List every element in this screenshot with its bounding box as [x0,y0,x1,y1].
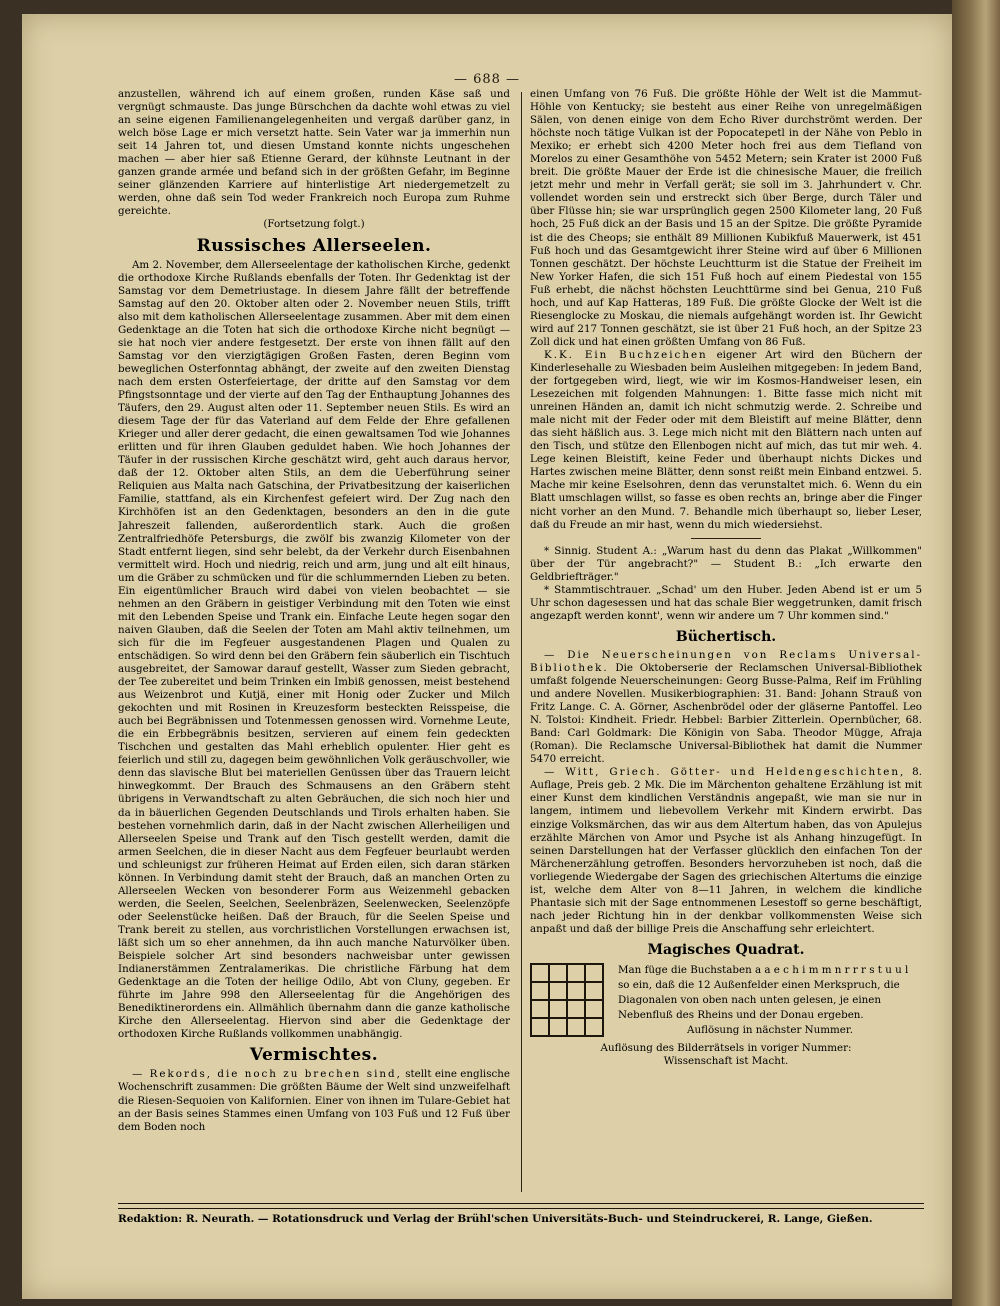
quad-answer-note: Auflösung in nächster Nummer. [687,1024,853,1036]
grid-cell [549,982,567,1000]
review-reclam-lead: — Die Neuerscheinungen von Reclams Universal-Bibliothek. [530,648,922,674]
grid-cell [585,982,603,1000]
magic-square-block [530,963,922,1038]
grid-cell [567,964,585,982]
quad-instruction-text: Man füge die Buchstaben a a e c h i m m n r r r s t u u l so ein, daß die 12 Außenfelder einen Merkspruch, die Diagonalen von oben nach unten gelesen, je einen Nebenfluß des Rheins und der Donau ergeben. [618,964,909,1021]
grid-cell [585,964,603,982]
section-heading-buechertisch: Büchertisch. [675,628,777,645]
joke-stammtisch: * Stammtischtrauer. „Schad' um den Huber. Jeden Abend ist er um 5 Uhr schon dagesessen und hat das schale Bier weggetrunken, damit frisch angezapft werden konnt', wenn wir andere um 7 Uhr kommen sind." [530,583,922,622]
grid-cell [549,1000,567,1018]
riddle-answer: Wissenschaft ist Macht. [663,1055,789,1068]
review-reclam-text: Die Oktoberserie der Reclamschen Universal-Bibliothek umfaßt folgende Neuerscheinungen: Georg Busse-Palma, Reif im Frühling und andere Novellen. Musikerbiographien: 31. Band: Johann Strauß von Fritz Lange. C. A. Görner, Aschenbrödel oder der gläserne Pantoffel. Leo N. Tolstoi: Kindheit. Friedr. Hebbel: Barbier Zitterlein. Opernbücher, 68. Band: Carl Goldmark: Die Königin von Saba. Theodor Mügge, Afraja (Roman). Die Reclamsche Universal-Bibliothek hat damit die Nummer 5470 erreicht. [530,661,922,766]
section-heading-vermischtes: Vermischtes. [249,1045,379,1066]
article-rekords-cont: einen Umfang von 76 Fuß. Die größte Höhle der Welt ist die Mammut-Höhle von Kentucky; sie besteht aus einer Reihe von unregelmäßigen Sälen, von denen einige von dem Echo River durchströmt werden. Der höchste noch tätige Vulkan ist der Popocatepetl in der Nähe von Peblo in Mexiko; er erhebt sich 4200 Meter hoch frei aus dem Tiefland von Morelos zu einer Gesamthöhe von 5452 Metern; sein Krater ist 2000 Fuß breit. Die größte Mauer der Erde ist die chinesische Mauer, die freilich jetzt mehr und mehr in Verfall gerät; sie soll im 3. Jahrhundert v. Chr. vollendet worden sein und erstreckt sich über Berge, durch Täler und über Flüsse hin; sie war ursprünglich gegen 2500 Kilometer lang, 20 Fuß hoch, 25 Fuß dick an der Basis und 15 an der Spitze. Die größte Pyramide ist die des Cheops; sie enthält 89 Millionen Kubikfuß Mauerwerk, ist 451 Fuß hoch und das Gesamtgewicht ihrer Steine wird auf über 6 Millionen Tonnen geschätzt. Der höchste Leuchtturm ist die Statue der Freiheit im New Yorker Hafen, die sich 151 Fuß hoch auf einem Piedestal von 155 Fuß erhebt, die nächst höchsten Leuchttürme sind bei Genua, 210 Fuß hoch, und auf Kap Hatteras, 189 Fuß. Die größte Glocke der Welt ist die Riesenglocke zu Moskau, die niemals aufgehängt worden ist. Ihr Gewicht wird auf 217 Tonnen geschätzt, sie ist über 21 Fuß hoch, an der Spitze 23 Zoll dick und hat einen größten Umfang von 86 Fuß. [530,88,922,348]
column-divider [521,92,522,1192]
review-witt-text: 8. Auflage, Preis geb. 2 Mk. Die im Märchenton gehaltene Erzählung ist mit einer Kunst dem kindlichen Verständnis angepaßt, wie man sie nur in langem, intimem und liebevollem Verkehr mit Kindern erwirbt. Das einzige Volksmärchen, das wir aus dem Altertum haben, das von Apulejus erzählte Märchen von Amor und Psyche ist als Anhang hinzugefügt. In seinen Darstellungen hat der Verfasser glücklich den einfachen Ton der Märchenerzählung getroffen. Besonders hervorzuheben ist noch, daß die vorliegende Wiedergabe der Sagen des griechischen Altertums die einzige ist, welche dem Alter von 8—11 Jahren, in welchem die kindliche Phantasie sich mit der Sage entnommenen Lesestoff so gerne beschäftigt, nach jeder Richtung hin in der denkbar vollkommensten Weise sich anpaßt und daß der billige Preis die Anschaffung sehr erleichtert. [530,766,922,935]
story-continuation: anzustellen, während ich auf einem großen, runden Käse saß und vergnügt schmauste. Das junge Bürschchen da dachte wohl etwas zu viel an seine eigenen Familienangelegenheiten und vergaß darüber ganz, in welch böse Lage er mich versetzt hatte. Sein Vater war ja immerhin nun seit 14 Jahren tot, und diesen Umstand konnte nichts ungeschehen machen — aber hier saß Etienne Gerard, der kühnste Leutnant in der ganzen grande armée und befand sich in der größten Gefahr, im Beginne seiner glänzenden Karriere auf hinterlistige Art niedergemetzelt zu werden, ohne daß sein Tod weder Frankreich noch Europa zum Ruhme gereichte. [118,88,510,218]
review-reclam [530,649,922,766]
article-buchzeichen [530,349,922,532]
section-heading-quadrat: Magisches Quadrat. [647,941,805,958]
grid-cell [531,1000,549,1018]
page-number: — 688 — [453,72,521,87]
riddle-answer-title: Auflösung des Bilderrätsels in voriger Nummer: [600,1042,852,1054]
grid-cell [531,982,549,1000]
grid-cell [567,1018,585,1036]
joke-sinnig: * Sinnig. Student A.: „Warum hast du denn das Plakat „Willkommen" über der Tür angebracht?" — Student B.: „Ich erwarte den Geldbriefträger." [530,544,922,583]
imprint-footer: Redaktion: R. Neurath. — Rotationsdruck und Verlag der Brühl'schen Universitäts-Buch- und Steindruckerei, R. Lange, Gießen. [118,1208,924,1225]
left-column [118,88,510,1198]
article-rekords [118,1068,510,1133]
right-column [530,88,922,1198]
review-witt-lead: — Witt, Griech. Götter- und Heldengeschichten, [544,766,906,779]
article-heading-allerseelen: Russisches Allerseelen. [196,235,432,256]
article-buchzeichen-text: eigener Art wird den Büchern der Kinderlesehalle zu Wiesbaden beim Ausleihen mitgegeben: In jedem Band, der fortgegeben wird, liegt, wie wir im Kosmos-Handweiser lesen, ein Lesezeichen mit folgenden Mahnungen: 1. Bitte fasse mich nicht mit unreinen Händen an, damit ich nicht schmutzig werde. 2. Schreibe und male nicht mit der Feder oder mit dem Bleistift auf meine Blätter, denn das sieht häßlich aus. 3. Lege mich nicht mit den Blättern nach unten auf den Tisch, und stütze den Ellenbogen nicht auf mich, das tut mir weh. 4. Lege keinen Bleistift, keine Feder und überhaupt nichts Dickes und Hartes zwischen meine Blätter, denn sonst reißt mein Einband entzwei. 5. Mache mir keine Eselsohren, denn das verunstaltet mich. 6. Wenn du ein Blatt umschlagen willst, so fasse es oben rechts an, bringe aber die Finger nicht vorher an den Mund. 7. Behandle mich überhaupt so, lieber Leser, daß du Freude an mir hast, wenn du mich wiedersiehst. [530,348,922,531]
continued-note: (Fortsetzung folgt.) [263,218,365,231]
magic-square-grid [530,963,604,1037]
grid-cell [549,964,567,982]
article-rekords-lead: — Rekords, die noch zu brechen sind, [132,1068,402,1081]
grid-cell [585,1000,603,1018]
grid-cell [585,1018,603,1036]
divider-rule [691,538,761,539]
grid-cell [531,964,549,982]
magic-square-instructions [618,963,922,1038]
grid-cell [549,1018,567,1036]
review-witt [530,766,922,936]
book-spine [952,0,1000,1306]
footer-rule [118,1203,924,1204]
article-buchzeichen-lead: K.K. Ein Buchzeichen [544,348,708,361]
grid-cell [531,1018,549,1036]
grid-cell [567,1000,585,1018]
article-rekords-text: stellt eine englische Wochenschrift zusammen: Die größten Bäume der Welt sind unzweifelhaft die Riesen-Sequoien von Kalifornien. Einer von ihnen im Tulare-Gebiet hat an der Basis seines Stammes einen Umfang von 103 Fuß und 12 Fuß über dem Boden noch [118,1068,510,1133]
grid-cell [567,982,585,1000]
article-allerseelen: Am 2. November, dem Allerseelentage der katholischen Kirche, gedenkt die orthodoxe Kirche Rußlands ebenfalls der Toten. Ihr Gedenktag ist der Samstag vor dem Demetriustage. In diesem Jahre fällt der betreffende Samstag auf den 20. Oktober alten oder 2. November neuen Stils, trifft also mit dem katholischen Allerseelentage zusammen. Aber mit dem einen Gedenktage an die Toten hat sich die orthodoxe Kirche nicht begnügt — sie hat noch vier andere festgesetzt. Der erste von ihnen fällt auf den Samstag vor den vierzigtägigen Großen Fasten, deren Beginn vom beweglichen Osterfonntag abhängt, der zweite auf den zweiten Dienstag nach dem ersten Osterfeiertage, der dritte auf den Samstag vor dem Pfingstsonntage und der vierte auf den Tag der Enthauptung Johannes des Täufers, den 29. August alten oder 11. September neuen Stils. Es wird an diesem Tage der für das Vaterland auf dem Felde der Ehre gefallenen Krieger und aller derer gedacht, die einen gewaltsamen Tod wie Johannes erlitten und für ihren Glauben geduldet haben. Wie hoch Johannes der Täufer in der russischen Kirche geschätzt wird, geht auch daraus hervor, daß der 12. Oktober alten Stils, an dem die Ueberführung seiner Reliquien aus Malta nach Gatschina, der Privatbesitzung der kaiserlichen Familie, stattfand, als ein Kirchenfest gefeiert wird. Der Zug nach den Kirchhöfen ist an den Gedenktagen, besonders an den in die gute Jahreszeit fallenden, außerordentlich stark. Auch die großen Zentralfriedhöfe Petersburgs, die zwölf bis zwanzig Kilometer von der Stadt entfernt liegen, sind sehr belebt, da der Verkehr durch Eisenbahnen vermittelt wird. Hoch und niedrig, reich und arm, jung und alt eilt hinaus, um die Gräber zu schmücken und für die schlummernden Lieben zu beten. Ein eigentümlicher Brauch wird dabei von vielen beobachtet — sie nehmen an den Gräbern in geistiger Verbindung mit den Toten wie einst mit den Lebenden Speise und Trank ein. Einfache Leute hegen sogar den naiven Glauben, daß die Seelen der Toten am Mahl aktiv teilnehmen, um sich für die im Fegfeuer ausgestandenen Plagen und Qualen zu entschädigen. So wird denn bei den Gräbern fein säuberlich ein Tischtuch ausgebreitet, der Samowar darauf gestellt, Wasser zum Sieden gebracht, der Tee zubereitet und beim Trinken ein Imbiß genossen, meist bestehend aus Weizenbrot und Kutjä, einer mit Honig oder Zucker und Milch gekochten und mit Rosinen in Kreuzesform besteckten Reisspeise, die auch bei Begräbnissen und Totenmessen genossen wird. Vornehme Leute, die ein Erbbegräbnis besitzen, servieren auf einem fein gedeckten Tischchen und gestalten das Mahl erheblich opulenter. Hier geht es feierlich und still zu, dagegen beim gewöhnlichen Volk geräuschvoller, wie denn das slavische Blut bei materiellen Genüssen über das Trauern leicht hinwegkommt. Der Brauch des Schmausens an den Gräbern steht übrigens in Verwandtschaft zu alten Gebräuchen, die sich noch hier und da in bäuerlichen Gegenden Deutschlands und Tirols erhalten haben. Sie bestehen vornehmlich darin, daß in der Nacht zwischen Allerheiligen und Allerseelen Speise und Trank auf den Tisch gestellt werden, damit die armen Seelchen, die in dieser Nacht aus dem Fegfeuer beurlaubt werden und schleunigst zur früheren Heimat auf Erden eilen, sich daran stärken können. In Verbindung damit steht der Brauch, daß an manchen Orten zu Allerseelen Wecken von besonderer Form aus Weizenmehl gebacken werden, die Seelen, Seelchen, Seelenbräzen, Seelenwecken, Seelenzöpfe oder Seelenstücke heißen. Daß der Brauch, für die Seelen Speise und Trank bereit zu stellen, aus vorchristlichen Vorstellungen erwachsen ist, läßt sich um so eher annehmen, da ihn auch manche Naturvölker üben. Beispiele solcher Art sind besonders nachweisbar unter gewissen Indianerstämmen Zentralamerikas. Die christliche Färbung hat dem Gedenktage an die Toten der heilige Odilo, Abt von Cluny, gegeben. Er führte im Jahre 998 den Allerseelentag für die Angehörigen des Benediktinerordens ein. Allmählich übernahm dann die ganze katholische Kirche den Allerseelentag. Hiervon sind aber die Gedenktage der orthodoxen Kirche Rußlands vollkommen unabhängig. [118,258,510,1041]
